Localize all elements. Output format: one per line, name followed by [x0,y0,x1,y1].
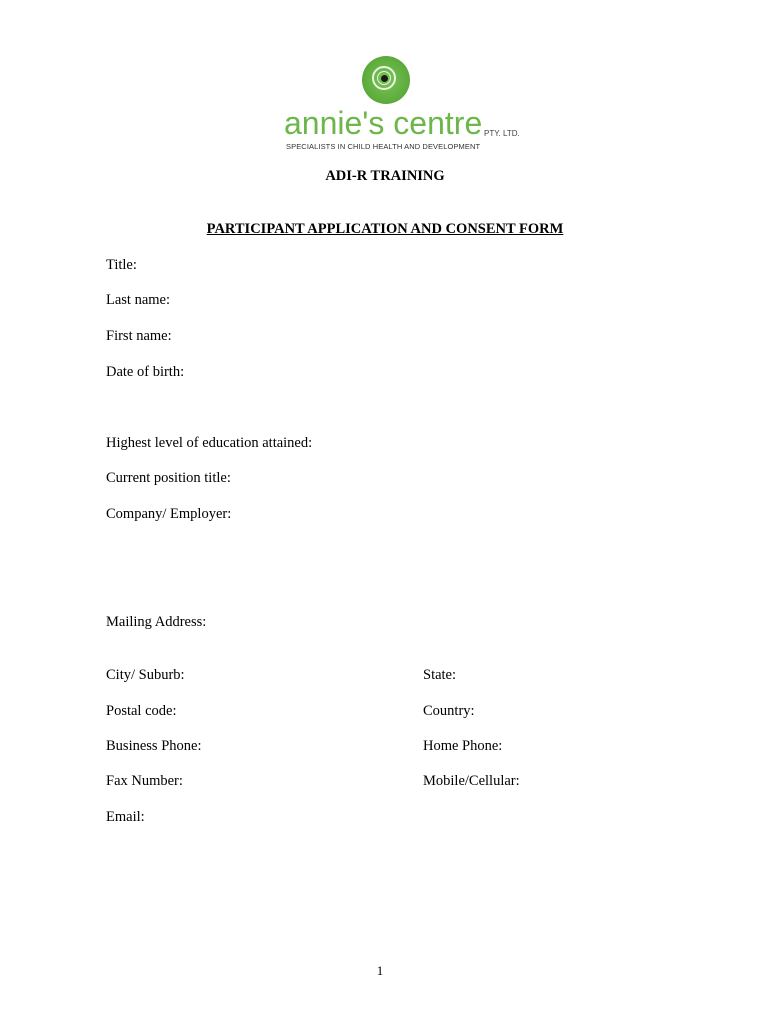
employer-field-label: Company/ Employer: [106,506,232,522]
mobile-field-label: Mobile/Cellular: [423,773,520,789]
email-field-label: Email: [106,809,145,825]
document-title: ADI-R TRAINING [325,168,445,184]
business-phone-field-label: Business Phone: [106,738,202,754]
fax-field-label: Fax Number: [106,773,183,789]
logo-circle-icon [362,56,410,104]
logo-name: annie's centre [284,105,483,141]
education-field-label: Highest level of education attained: [106,435,313,451]
date-of-birth-field-label: Date of birth: [106,364,185,380]
company-logo [284,54,520,152]
state-field-label: State: [423,667,457,683]
country-field-label: Country: [423,703,475,719]
title-field-label: Title: [106,257,137,273]
logo-suffix: PTY. LTD. [484,129,520,138]
postal-code-field-label: Postal code: [106,703,177,719]
page-number: 1 [376,963,384,978]
mailing-address-field-label: Mailing Address: [106,614,207,630]
logo-tagline: SPECIALISTS IN CHILD HEALTH AND DEVELOPMENT [286,142,481,151]
city-field-label: City/ Suburb: [106,667,185,683]
form-title: PARTICIPANT APPLICATION AND CONSENT FORM [206,221,564,237]
last-name-field-label: Last name: [106,292,171,308]
position-field-label: Current position title: [106,470,231,486]
first-name-field-label: First name: [106,328,172,344]
home-phone-field-label: Home Phone: [423,738,503,754]
